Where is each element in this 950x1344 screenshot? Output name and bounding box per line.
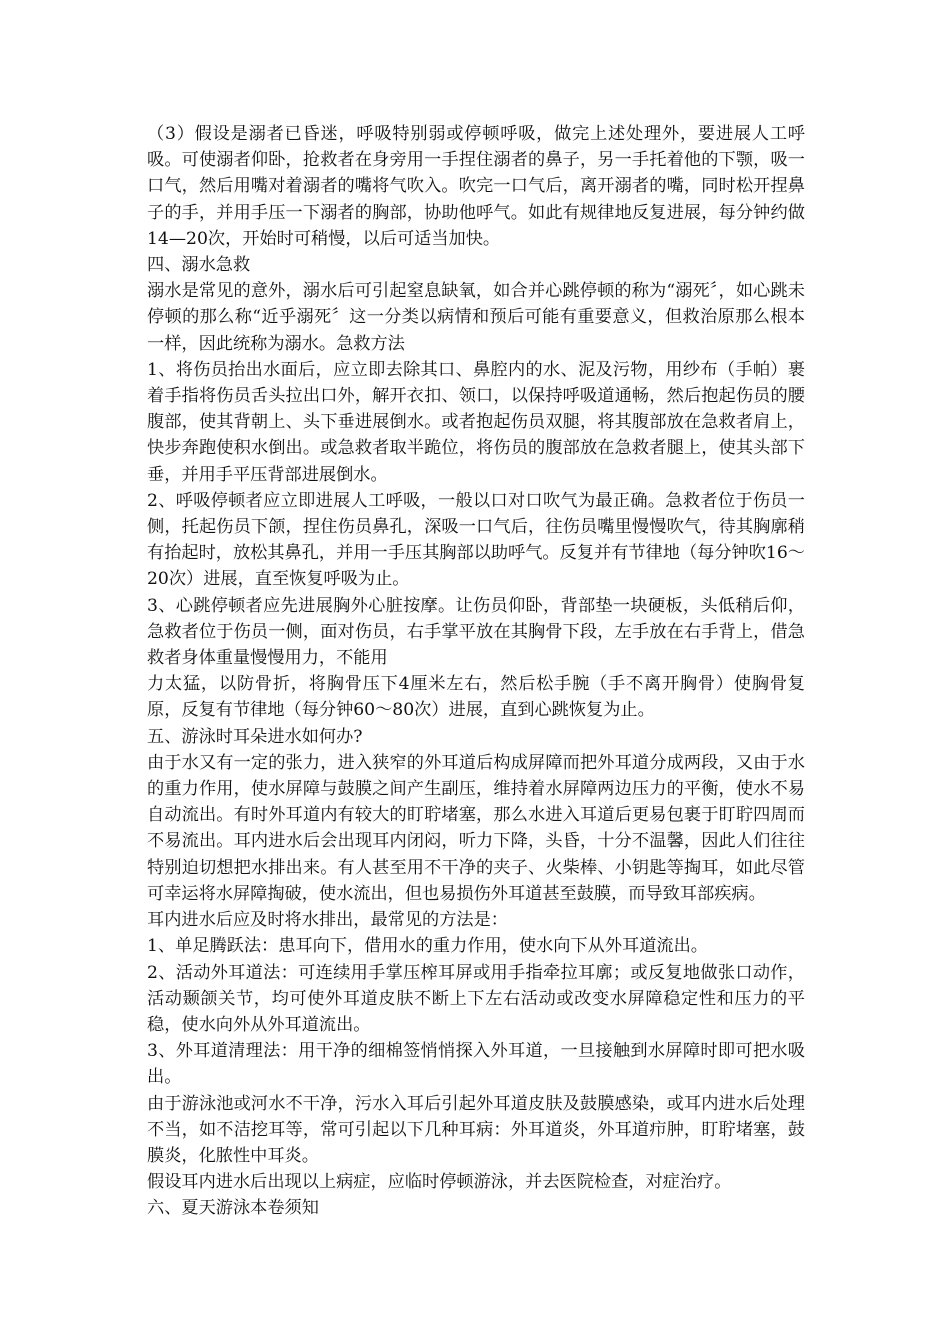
paragraph-ear-diseases: 由于游泳池或河水不干净，污水入耳后引起外耳道皮肤及鼓膜感染，或耳内进水后处理不当，如不洁挖耳等，常可引起以下几种耳病：外耳道炎，外耳道疖肿，盯聍堵塞，鼓膜炎，化脓性中耳炎。 [147,1093,805,1166]
section-heading-drowning-first-aid: 四、溺水急救 [147,255,251,276]
paragraph-step-3-continued: 力太猛，以防骨折，将胸骨压下4厘米左右，然后松手腕（手不离开胸骨）使胸骨复原，反复有节律地（每分钟60～80次）进展，直到心跳恢复为止。 [147,674,805,721]
section-heading-ear-water: 五、游泳时耳朵进水如何办? [147,726,363,747]
paragraph-ear-water-cause: 由于水又有一定的张力，进入狭窄的外耳道后构成屏障而把外耳道分成两段，又由于水的重力作用，使水屏障与鼓膜之间产生副压，维持着水屏障两边压力的平衡，使水不易自动流出。有时外耳道内有较大的盯聍堵塞，那么水进入耳道后更易包裹于盯聍四周而不易流出。耳内进水后会出现耳内闭闷，听力下降，头昏，十分不温馨，因此人们往往特别迫切想把水排出来。有人甚至用不干净的夹子、火柴棒、小钥匙等掏耳，如此尽管可幸运将水屏障掏破，使水流出，但也易损伤外耳道甚至鼓膜，而导致耳部疾病。 [147,752,805,904]
paragraph-step-2-breathing: 2、呼吸停顿者应立即进展人工呼吸，一般以口对口吹气为最正确。急救者位于伤员一侧，托起伤员下颌，捏住伤员鼻孔，深吸一口气后，往伤员嘴里慢慢吹气，待其胸廓稍有抬起时，放松其鼻孔，并用一手压其胸部以助呼气。反复并有节律地（每分钟吹16～20次）进展，直至恢复呼吸为止。 [147,490,805,590]
paragraph-artificial-respiration: （3）假设是溺者已昏迷，呼吸特别弱或停顿呼吸，做完上述处理外，要进展人工呼吸。可使溺者仰卧，抢救者在身旁用一手捏住溺者的鼻子，另一手托着他的下颚，吸一口气，然后用嘴对着溺者的嘴将气吹入。吹完一口气后，离开溺者的嘴，同时松开捏鼻子的手，并用手压一下溺者的胸部，协助他呼气。如此有规律地反复进展，每分钟约做14—20次，开始时可稍慢，以后可适当加快。 [147,124,805,249]
paragraph-drowning-intro: 溺水是常见的意外，溺水后可引起窒息缺氧，如合并心跳停顿的称为“溺死〞，如心跳未停顿的那么称“近乎溺死〞这一分类以病情和预后可能有重要意义，但救治原那么根本一样，因此统称为溺水。急救方法 [147,281,805,354]
paragraph-method-3-cotton-swab: 3、外耳道清理法：用干净的细棉签悄悄探入外耳道，一旦接触到水屏障时即可把水吸出。 [147,1041,805,1088]
paragraph-method-1-hopping: 1、单足腾跃法：患耳向下，借用水的重力作用，使水向下从外耳道流出。 [147,936,708,957]
paragraph-ear-water-methods-intro: 耳内进水后应及时将水排出，最常见的方法是： [147,910,508,931]
paragraph-step-1-remove-water: 1、将伤员抬出水面后，应立即去除其口、鼻腔内的水、泥及污物，用纱布（手帕）裹着手指将伤员舌头拉出口外，解开衣扣、领口，以保持呼吸道通畅，然后抱起伤员的腰腹部，使其背朝上、头下垂进展倒水。或者抱起伤员双腿，将其腹部放在急救者肩上，快步奔跑使积水倒出。或急救者取半跪位，将伤员的腹部放在急救者腿上，使其头部下垂，并用手平压背部进展倒水。 [147,359,805,485]
document-page [147,121,805,1222]
paragraph-method-2-ear-canal-movement: 2、活动外耳道法：可连续用手掌压榨耳屏或用手指牵拉耳廓；或反复地做张口动作，活动颞颌关节，均可使外耳道皮肤不断上下左右活动或改变水屏障稳定性和压力的平稳，使水向外从外耳道流出。 [147,962,805,1035]
section-heading-summer-swimming-notes: 六、夏天游泳本卷须知 [147,1198,319,1219]
paragraph-seek-treatment: 假设耳内进水后出现以上病症，应临时停顿游泳，并去医院检查，对症治疗。 [147,1172,732,1193]
paragraph-step-3-cardiac-massage: 3、心跳停顿者应先进展胸外心脏按摩。让伤员仰卧，背部垫一块硬板，头低稍后仰，急救者位于伤员一侧，面对伤员，右手掌平放在其胸骨下段，左手放在右手背上，借急救者身体重量慢慢用力，不能用 [147,595,805,669]
